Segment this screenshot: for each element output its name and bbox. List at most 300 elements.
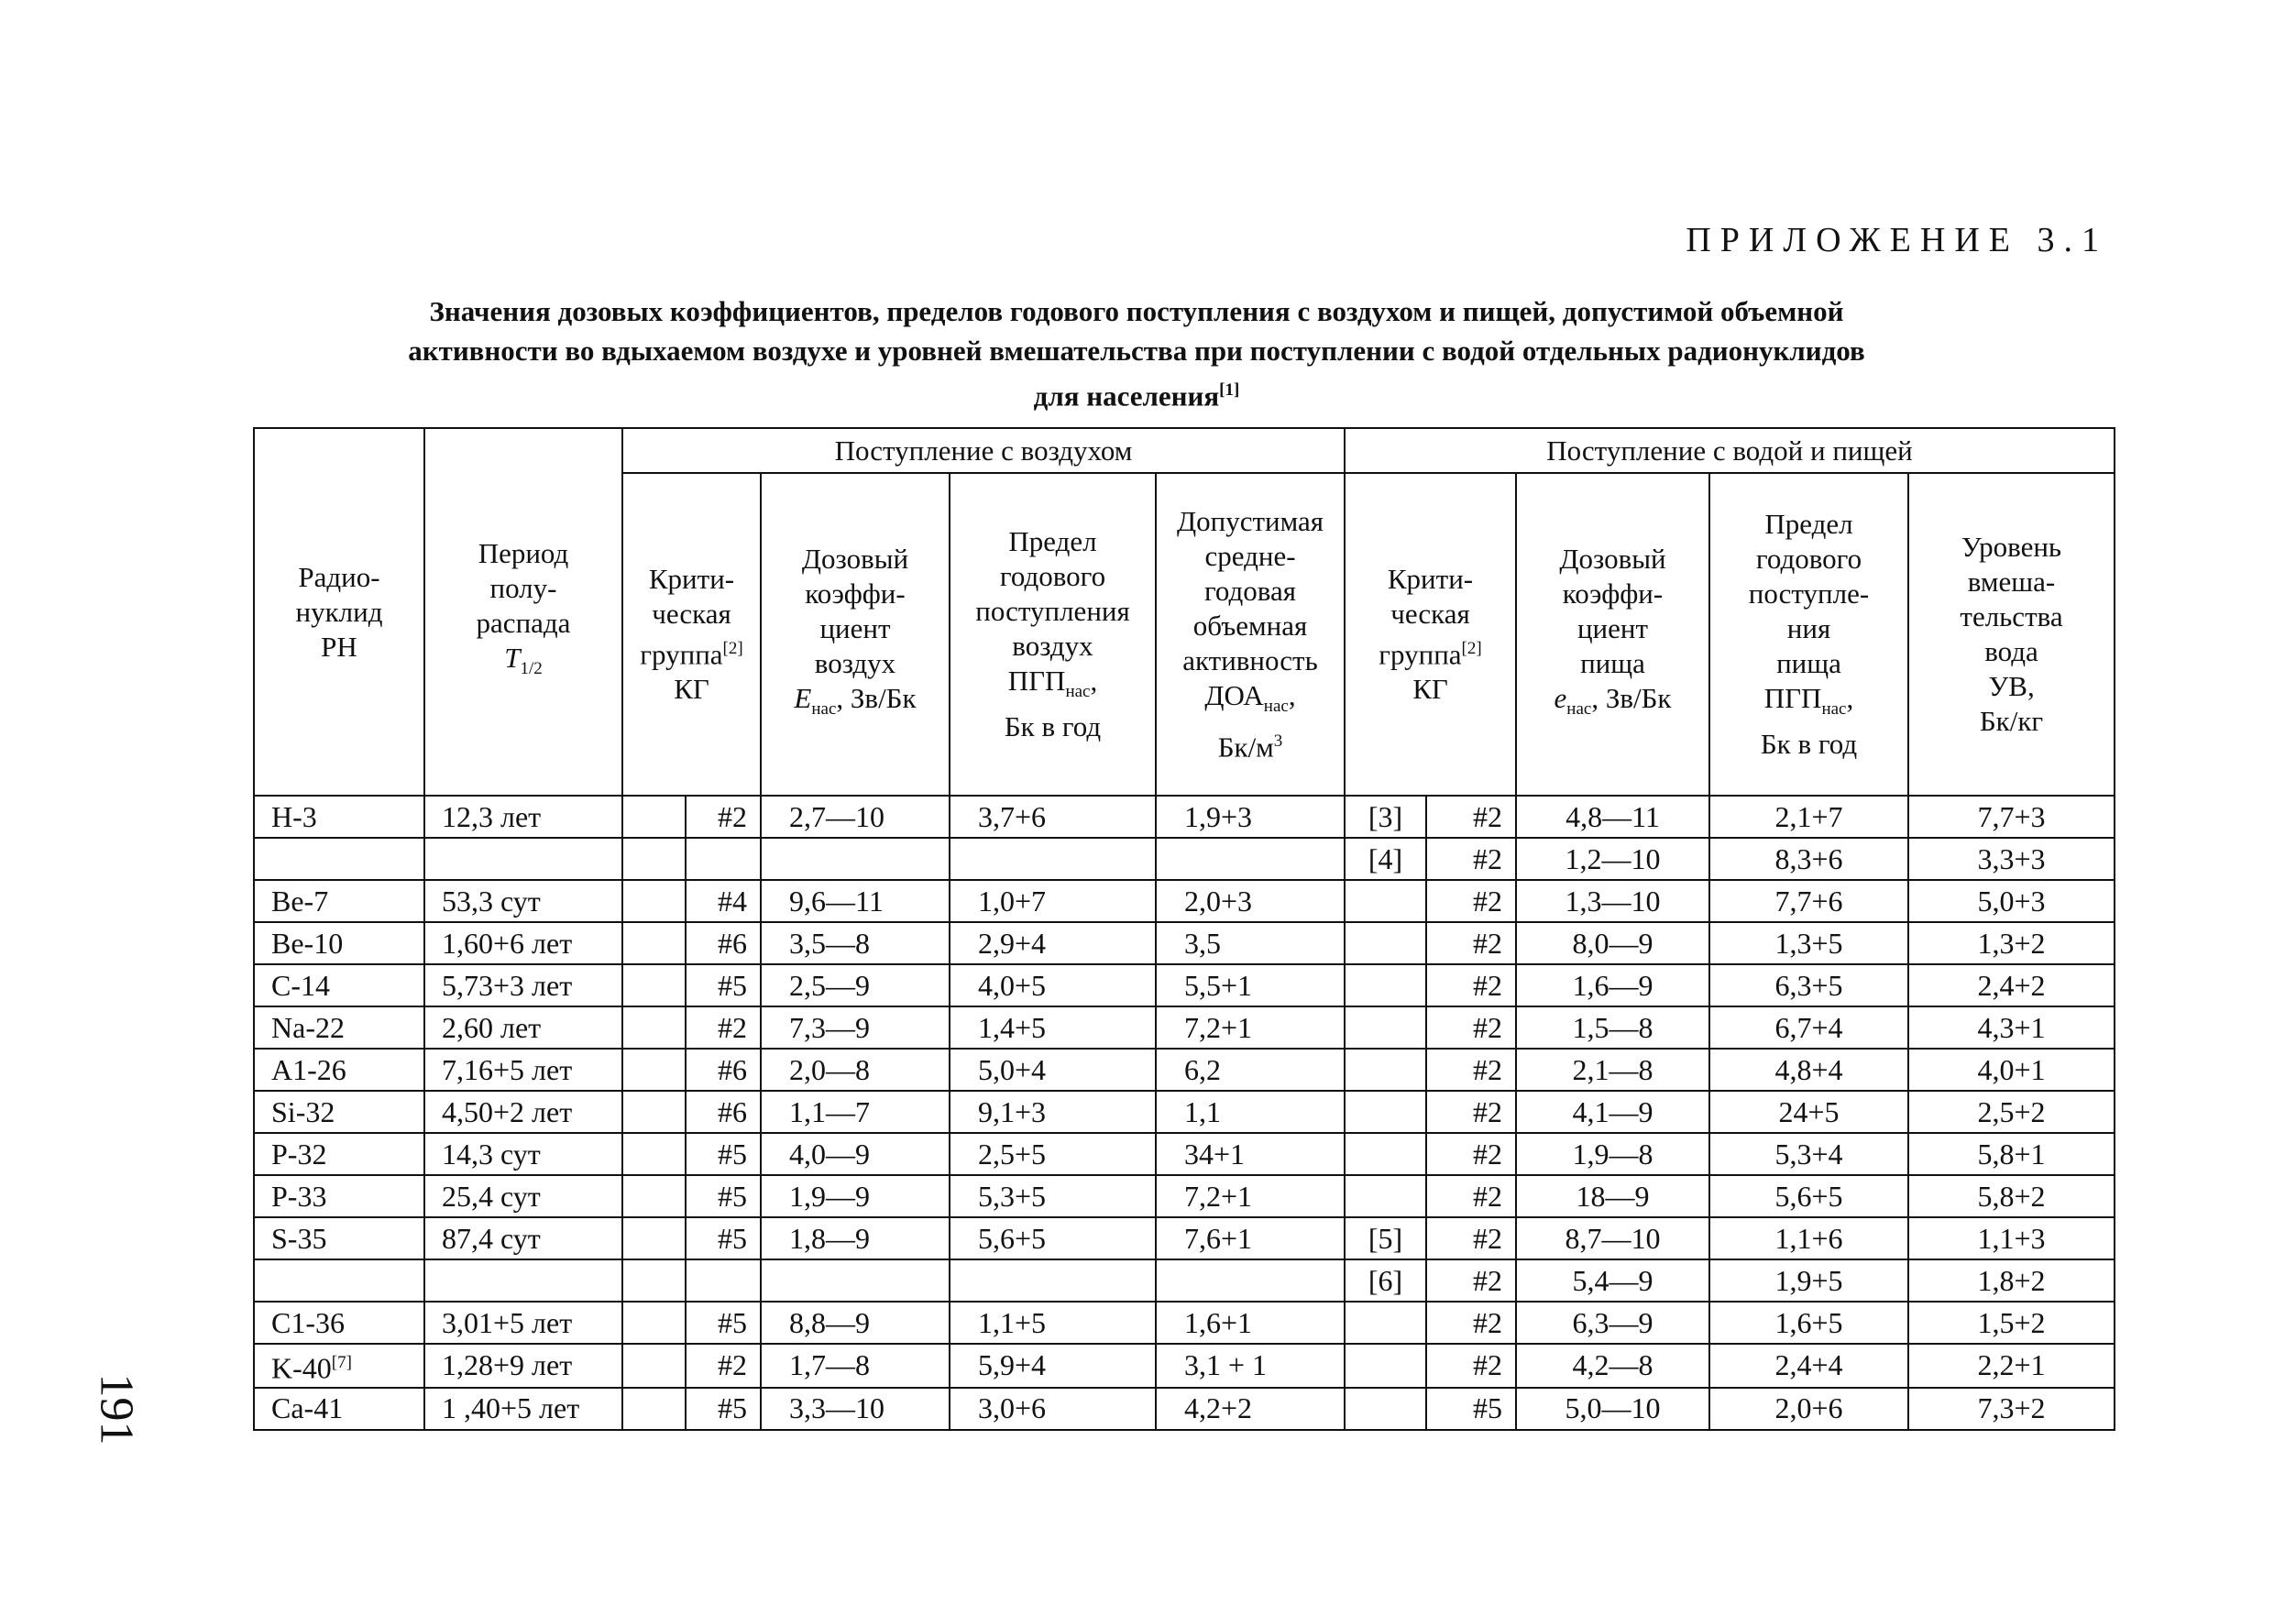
cell-nuclide: [254, 880, 424, 922]
cell-intervention-level: [1908, 1175, 2115, 1217]
cell-air-permissible-activity-text: 2,0+3: [1184, 884, 1253, 918]
cell-air-critical-group: [686, 1388, 761, 1430]
cell-air-critical-group-text: #2: [718, 1348, 747, 1382]
cell-water-dose-coefficient-text: 1,5—8: [1572, 1010, 1653, 1044]
cell-air-spacer: [622, 796, 686, 838]
cell-intervention-level-text: 2,2+1: [1977, 1348, 2046, 1382]
cell-water-critical-group-text: #5: [1473, 1391, 1502, 1425]
cell-water-critical-group: [1426, 922, 1516, 964]
cell-water-dose-coefficient-text: 1,6—9: [1572, 968, 1653, 1002]
cell-water-intake-limit: [1709, 1302, 1908, 1344]
cell-intervention-level: [1908, 796, 2115, 838]
cell-water-intake-limit: [1709, 1006, 1908, 1049]
cell-water-dose-coefficient: [1516, 922, 1709, 964]
cell-air-critical-group: [686, 880, 761, 922]
cell-water-intake-limit: [1709, 1259, 1908, 1302]
cell-air-spacer: [622, 1006, 686, 1049]
cell-air-critical-group: [686, 1175, 761, 1217]
cell-water-intake-limit-text: 6,7+4: [1774, 1010, 1843, 1044]
cell-water-intake-limit: [1709, 1388, 1908, 1430]
table-row: [254, 1259, 2115, 1302]
cell-air-intake-limit: [950, 964, 1156, 1006]
cell-reference: [1345, 964, 1426, 1006]
appendix-label: ПРИЛОЖЕНИЕ 3.1: [1686, 221, 2108, 259]
cell-air-critical-group-text: #4: [718, 884, 747, 918]
cell-reference-text: [4]: [1368, 841, 1403, 875]
cell-air-dose-coefficient-text: 7,3—9: [789, 1010, 870, 1044]
cell-air-critical-group: [686, 922, 761, 964]
cell-air-permissible-activity: [1156, 838, 1345, 880]
cell-water-critical-group: [1426, 1006, 1516, 1049]
cell-air-dose-coefficient-text: 1,1—7: [789, 1094, 870, 1128]
cell-air-critical-group-text: #5: [718, 1137, 747, 1171]
cell-half-life-text: 7,16+5 лет: [442, 1052, 573, 1086]
cell-air-intake-limit-text: 5,9+4: [978, 1348, 1047, 1382]
cell-air-critical-group: [686, 796, 761, 838]
cell-air-critical-group-text: #5: [718, 1305, 747, 1339]
cell-air-intake-limit-text: 5,0+4: [978, 1052, 1047, 1086]
cell-water-critical-group-text: #2: [1473, 968, 1502, 1002]
cell-nuclide: [254, 922, 424, 964]
cell-air-permissible-activity: [1156, 880, 1345, 922]
table-row: [254, 880, 2115, 922]
cell-water-critical-group-text: #2: [1473, 1221, 1502, 1255]
cell-air-intake-limit-text: 3,0+6: [978, 1391, 1047, 1425]
cell-intervention-level-text: 7,3+2: [1977, 1391, 2046, 1425]
cell-water-critical-group-text: #2: [1473, 799, 1502, 833]
cell-air-dose-coefficient: [761, 838, 950, 880]
cell-water-dose-coefficient-text: 4,8—11: [1565, 799, 1660, 833]
cell-water-dose-coefficient-text: 5,4—9: [1572, 1263, 1653, 1297]
cell-reference: [1345, 1344, 1426, 1388]
cell-water-intake-limit: [1709, 1091, 1908, 1133]
cell-intervention-level-text: 2,4+2: [1977, 968, 2046, 1002]
cell-water-intake-limit-text: 1,1+6: [1774, 1221, 1843, 1255]
cell-half-life-text: 14,3 сут: [442, 1137, 541, 1171]
nuclide-footnote: [7]: [331, 1353, 352, 1372]
cell-air-permissible-activity-text: 6,2: [1184, 1052, 1221, 1086]
cell-water-dose-coefficient: [1516, 1302, 1709, 1344]
cell-air-dose-coefficient: [761, 1091, 950, 1133]
cell-air-critical-group-text: #6: [718, 1094, 747, 1128]
cell-half-life-text: 1,60+6 лет: [442, 926, 573, 960]
cell-reference: [1345, 1388, 1426, 1430]
cell-air-spacer: [622, 838, 686, 880]
cell-air-permissible-activity: [1156, 1302, 1345, 1344]
cell-air-intake-limit: [950, 1302, 1156, 1344]
cell-water-dose-coefficient: [1516, 1217, 1709, 1259]
group-header-air: Поступление с воздухом: [622, 428, 1345, 473]
cell-water-dose-coefficient: [1516, 880, 1709, 922]
cell-air-critical-group: [686, 1049, 761, 1091]
cell-water-critical-group: [1426, 964, 1516, 1006]
cell-air-intake-limit: [950, 1344, 1156, 1388]
cell-water-critical-group-text: #2: [1473, 926, 1502, 960]
cell-nuclide-text: Ca-41: [271, 1391, 344, 1425]
title-line-3: [257, 370, 2016, 415]
cell-air-dose-coefficient-text: 1,7—8: [789, 1348, 870, 1382]
cell-air-dose-coefficient: [761, 1175, 950, 1217]
cell-water-dose-coefficient-text: 1,9—8: [1572, 1137, 1653, 1171]
cell-water-intake-limit: [1709, 880, 1908, 922]
table-row: [254, 1049, 2115, 1091]
cell-intervention-level: [1908, 1344, 2115, 1388]
cell-intervention-level-text: 5,8+2: [1977, 1179, 2046, 1213]
table-row: [254, 1091, 2115, 1133]
cell-air-dose-coefficient-text: 4,0—9: [789, 1137, 870, 1171]
header-air-permissible-activity: Допустимая средне- годовая объемная активность $ДОА_{нас}$, $Бк/м^3$: [1156, 473, 1345, 796]
cell-water-intake-limit: [1709, 1344, 1908, 1388]
cell-reference: [1345, 1217, 1426, 1259]
cell-water-critical-group: [1426, 1217, 1516, 1259]
cell-water-intake-limit-text: 4,8+4: [1774, 1052, 1843, 1086]
cell-water-dose-coefficient-text: 6,3—9: [1572, 1305, 1653, 1339]
header-air-dose-coefficient: Дозовый коэффи- циент воздух $E_{нас}$, Зв/Бк: [761, 473, 950, 796]
cell-reference-text: [6]: [1368, 1263, 1403, 1297]
cell-water-dose-coefficient: [1516, 1091, 1709, 1133]
cell-air-permissible-activity-text: 1,9+3: [1184, 799, 1253, 833]
cell-air-critical-group-text: #2: [718, 799, 747, 833]
cell-air-spacer: [622, 1259, 686, 1302]
cell-water-dose-coefficient: [1516, 1388, 1709, 1430]
cell-half-life-text: 87,4 сут: [442, 1221, 541, 1255]
cell-nuclide: [254, 1259, 424, 1302]
cell-water-intake-limit: [1709, 796, 1908, 838]
cell-water-intake-limit-text: 1,9+5: [1774, 1263, 1843, 1297]
cell-water-critical-group-text: #2: [1473, 1052, 1502, 1086]
cell-air-critical-group: [686, 1259, 761, 1302]
cell-air-dose-coefficient-text: 9,6—11: [789, 884, 884, 918]
cell-half-life: [424, 796, 622, 838]
cell-air-dose-coefficient-text: 3,3—10: [789, 1391, 884, 1425]
cell-water-intake-limit-text: 8,3+6: [1774, 841, 1843, 875]
cell-water-intake-limit-text: 24+5: [1778, 1094, 1840, 1128]
cell-reference-text: [3]: [1368, 799, 1403, 833]
cell-nuclide: [254, 796, 424, 838]
cell-reference: [1345, 880, 1426, 922]
cell-nuclide-text: P-32: [271, 1137, 327, 1171]
cell-air-dose-coefficient: [761, 1302, 950, 1344]
cell-air-permissible-activity: [1156, 1006, 1345, 1049]
cell-water-critical-group: [1426, 796, 1516, 838]
cell-air-intake-limit: [950, 1217, 1156, 1259]
cell-nuclide: [254, 1049, 424, 1091]
title-line-3-text: для населения: [1033, 379, 1220, 412]
cell-air-dose-coefficient-text: 2,7—10: [789, 799, 884, 833]
cell-water-critical-group: [1426, 1049, 1516, 1091]
cell-water-intake-limit: [1709, 1217, 1908, 1259]
cell-air-intake-limit: [950, 880, 1156, 922]
cell-water-critical-group-text: #2: [1473, 1263, 1502, 1297]
cell-air-critical-group: [686, 1133, 761, 1175]
cell-intervention-level-text: 4,3+1: [1977, 1010, 2046, 1044]
cell-intervention-level: [1908, 964, 2115, 1006]
cell-water-critical-group: [1426, 1259, 1516, 1302]
cell-air-permissible-activity: [1156, 1259, 1345, 1302]
cell-nuclide: [254, 838, 424, 880]
cell-air-intake-limit-text: 2,9+4: [978, 926, 1047, 960]
cell-nuclide: [254, 1175, 424, 1217]
cell-water-intake-limit: [1709, 1175, 1908, 1217]
cell-water-intake-limit-text: 6,3+5: [1774, 968, 1843, 1002]
cell-nuclide: [254, 964, 424, 1006]
cell-water-dose-coefficient: [1516, 796, 1709, 838]
cell-air-intake-limit-text: 4,0+5: [978, 968, 1047, 1002]
cell-intervention-level-text: 3,3+3: [1977, 841, 2046, 875]
cell-air-dose-coefficient-text: 1,9—9: [789, 1179, 870, 1213]
cell-air-dose-coefficient-text: 1,8—9: [789, 1221, 870, 1255]
cell-nuclide: [254, 1006, 424, 1049]
cell-air-dose-coefficient: [761, 1006, 950, 1049]
cell-air-spacer: [622, 880, 686, 922]
cell-intervention-level: [1908, 1049, 2115, 1091]
cell-water-critical-group: [1426, 1175, 1516, 1217]
cell-intervention-level: [1908, 880, 2115, 922]
cell-air-permissible-activity-text: 5,5+1: [1184, 968, 1253, 1002]
table-row: [254, 1344, 2115, 1388]
cell-nuclide: [254, 1091, 424, 1133]
cell-half-life-text: 5,73+3 лет: [442, 968, 573, 1002]
cell-air-dose-coefficient: [761, 1217, 950, 1259]
cell-air-critical-group-text: #5: [718, 1179, 747, 1213]
cell-air-intake-limit-text: 1,1+5: [978, 1305, 1047, 1339]
cell-intervention-level: [1908, 1091, 2115, 1133]
cell-water-intake-limit-text: 5,3+4: [1774, 1137, 1843, 1171]
cell-air-spacer: [622, 1388, 686, 1430]
cell-nuclide-text: Si-32: [271, 1094, 335, 1128]
cell-air-critical-group: [686, 1302, 761, 1344]
cell-air-permissible-activity: [1156, 1175, 1345, 1217]
table-row: [254, 922, 2115, 964]
cell-reference: [1345, 1302, 1426, 1344]
cell-intervention-level-text: 1,8+2: [1977, 1263, 2046, 1297]
cell-half-life: [424, 1302, 622, 1344]
title-line-1: Значения дозовых коэффициентов, пределов годового поступления с воздухом и пищей, допустимой объемной: [429, 295, 1844, 327]
cell-half-life: [424, 1388, 622, 1430]
cell-half-life: [424, 838, 622, 880]
cell-water-intake-limit-text: 1,3+5: [1774, 926, 1843, 960]
cell-reference: [1345, 838, 1426, 880]
cell-intervention-level: [1908, 922, 2115, 964]
cell-nuclide-text: Be-7: [271, 884, 329, 918]
cell-air-permissible-activity-text: 7,2+1: [1184, 1010, 1253, 1044]
cell-water-dose-coefficient-text: 4,1—9: [1572, 1094, 1653, 1128]
table-body: [254, 796, 2115, 1430]
cell-water-intake-limit: [1709, 922, 1908, 964]
cell-nuclide: [254, 1388, 424, 1430]
cell-air-intake-limit: [950, 1259, 1156, 1302]
cell-air-permissible-activity-text: 1,1: [1184, 1094, 1221, 1128]
cell-water-dose-coefficient: [1516, 964, 1709, 1006]
table-row: [254, 1302, 2115, 1344]
cell-water-intake-limit: [1709, 1133, 1908, 1175]
cell-air-permissible-activity-text: 34+1: [1184, 1137, 1246, 1171]
cell-air-intake-limit-text: 5,3+5: [978, 1179, 1047, 1213]
cell-air-dose-coefficient: [761, 796, 950, 838]
cell-air-permissible-activity: [1156, 1049, 1345, 1091]
cell-water-critical-group-text: #2: [1473, 1094, 1502, 1128]
cell-nuclide: [254, 1302, 424, 1344]
cell-water-dose-coefficient-text: 1,3—10: [1565, 884, 1661, 918]
cell-air-spacer: [622, 1217, 686, 1259]
cell-air-dose-coefficient: [761, 922, 950, 964]
cell-air-permissible-activity-text: 3,5: [1184, 926, 1221, 960]
cell-air-critical-group: [686, 1217, 761, 1259]
cell-nuclide: [254, 1217, 424, 1259]
cell-reference: [1345, 1091, 1426, 1133]
cell-air-critical-group: [686, 1091, 761, 1133]
header-water-dose-coefficient: Дозовый коэффи- циент пища $e_{нас}$, Зв/Бк: [1516, 473, 1709, 796]
cell-water-critical-group: [1426, 880, 1516, 922]
cell-water-critical-group-text: #2: [1473, 1348, 1502, 1382]
cell-air-spacer: [622, 922, 686, 964]
table-row: [254, 838, 2115, 880]
cell-air-permissible-activity-text: 7,6+1: [1184, 1221, 1253, 1255]
cell-air-permissible-activity: [1156, 796, 1345, 838]
cell-water-critical-group-text: #2: [1473, 1305, 1502, 1339]
table-row: [254, 1217, 2115, 1259]
cell-water-critical-group: [1426, 838, 1516, 880]
cell-air-intake-limit-text: 9,1+3: [978, 1094, 1047, 1128]
cell-air-dose-coefficient-text: 8,8—9: [789, 1305, 870, 1339]
cell-reference: [1345, 1049, 1426, 1091]
cell-water-critical-group: [1426, 1388, 1516, 1430]
cell-air-permissible-activity: [1156, 964, 1345, 1006]
cell-intervention-level: [1908, 838, 2115, 880]
cell-water-dose-coefficient: [1516, 1259, 1709, 1302]
cell-reference: [1345, 1133, 1426, 1175]
cell-nuclide-text: Н-3: [271, 799, 317, 833]
cell-intervention-level-text: 2,5+2: [1977, 1094, 2046, 1128]
cell-air-spacer: [622, 1133, 686, 1175]
cell-air-critical-group: [686, 838, 761, 880]
cell-air-permissible-activity: [1156, 1388, 1345, 1430]
cell-intervention-level-text: 5,8+1: [1977, 1137, 2046, 1171]
cell-water-critical-group: [1426, 1091, 1516, 1133]
header-water-critical-group: Крити- ческая группа[2] КГ: [1345, 473, 1516, 796]
cell-air-dose-coefficient: [761, 1049, 950, 1091]
cell-air-critical-group-text: #5: [718, 1391, 747, 1425]
cell-water-dose-coefficient-text: 1,2—10: [1565, 841, 1661, 875]
cell-reference: [1345, 796, 1426, 838]
cell-half-life: [424, 1133, 622, 1175]
cell-air-critical-group-text: #6: [718, 926, 747, 960]
cell-water-dose-coefficient: [1516, 1006, 1709, 1049]
cell-half-life: [424, 1175, 622, 1217]
cell-half-life: [424, 1217, 622, 1259]
cell-intervention-level-text: 7,7+3: [1977, 799, 2046, 833]
cell-air-spacer: [622, 1091, 686, 1133]
cell-water-critical-group: [1426, 1344, 1516, 1388]
cell-air-dose-coefficient: [761, 1344, 950, 1388]
cell-air-permissible-activity: [1156, 1217, 1345, 1259]
cell-water-intake-limit-text: 7,7+6: [1774, 884, 1843, 918]
cell-water-dose-coefficient: [1516, 1175, 1709, 1217]
cell-air-intake-limit: [950, 1049, 1156, 1091]
cell-intervention-level: [1908, 1133, 2115, 1175]
cell-water-critical-group-text: #2: [1473, 1179, 1502, 1213]
cell-nuclide: [254, 1133, 424, 1175]
cell-half-life-text: 53,3 сут: [442, 884, 541, 918]
cell-air-intake-limit: [950, 1006, 1156, 1049]
cell-air-critical-group-text: #5: [718, 1221, 747, 1255]
cell-air-dose-coefficient: [761, 1133, 950, 1175]
cell-water-critical-group: [1426, 1133, 1516, 1175]
cell-water-intake-limit-text: 5,6+5: [1774, 1179, 1843, 1213]
cell-air-intake-limit-text: 3,7+6: [978, 799, 1047, 833]
header-water-intake-limit: Предел годового поступле- ния пища $ПГП_{нас}$, Бк в год: [1709, 473, 1908, 796]
cell-air-permissible-activity-text: 1,6+1: [1184, 1305, 1253, 1339]
cell-half-life: [424, 922, 622, 964]
cell-nuclide-text: C1-36: [271, 1305, 345, 1339]
cell-air-intake-limit: [950, 838, 1156, 880]
cell-air-intake-limit-text: 1,4+5: [978, 1010, 1047, 1044]
header-half-life: Период полу- распада $T_{1/2}$: [424, 428, 622, 796]
title-footnote: [1]: [1219, 380, 1240, 400]
cell-air-permissible-activity: [1156, 922, 1345, 964]
table-row: [254, 1175, 2115, 1217]
cell-nuclide-text: S-35: [271, 1221, 327, 1255]
cell-half-life: [424, 1006, 622, 1049]
cell-nuclide-text: A1-26: [271, 1052, 346, 1086]
cell-water-critical-group-text: #2: [1473, 1137, 1502, 1171]
cell-intervention-level: [1908, 1388, 2115, 1430]
cell-water-intake-limit-text: 2,1+7: [1774, 799, 1843, 833]
cell-reference: [1345, 922, 1426, 964]
cell-air-critical-group: [686, 1006, 761, 1049]
cell-water-dose-coefficient: [1516, 1133, 1709, 1175]
cell-air-critical-group-text: #5: [718, 968, 747, 1002]
cell-half-life: [424, 964, 622, 1006]
cell-water-intake-limit-text: 1,6+5: [1774, 1305, 1843, 1339]
cell-air-intake-limit-text: 1,0+7: [978, 884, 1047, 918]
cell-intervention-level-text: 4,0+1: [1977, 1052, 2046, 1086]
cell-water-intake-limit: [1709, 1049, 1908, 1091]
cell-half-life: [424, 1344, 622, 1388]
table-row: [254, 796, 2115, 838]
cell-water-critical-group-text: #2: [1473, 884, 1502, 918]
cell-intervention-level-text: 5,0+3: [1977, 884, 2046, 918]
cell-air-spacer: [622, 1302, 686, 1344]
cell-air-dose-coefficient: [761, 880, 950, 922]
cell-nuclide-text: C-14: [271, 968, 330, 1002]
cell-half-life-text: 25,4 сут: [442, 1179, 541, 1213]
cell-air-intake-limit-text: 2,5+5: [978, 1137, 1047, 1171]
cell-air-intake-limit-text: 5,6+5: [978, 1221, 1047, 1255]
cell-nuclide: [254, 1344, 424, 1388]
cell-air-spacer: [622, 1344, 686, 1388]
cell-water-dose-coefficient: [1516, 838, 1709, 880]
cell-air-critical-group: [686, 964, 761, 1006]
cell-water-critical-group: [1426, 1302, 1516, 1344]
cell-water-critical-group-text: #2: [1473, 1010, 1502, 1044]
cell-water-dose-coefficient: [1516, 1344, 1709, 1388]
cell-water-dose-coefficient-text: 5,0—10: [1565, 1391, 1661, 1425]
cell-air-spacer: [622, 1175, 686, 1217]
cell-air-permissible-activity: [1156, 1091, 1345, 1133]
cell-air-permissible-activity-text: 7,2+1: [1184, 1179, 1253, 1213]
cell-air-spacer: [622, 964, 686, 1006]
table-row: [254, 1388, 2115, 1430]
cell-intervention-level: [1908, 1217, 2115, 1259]
page-title: [257, 291, 2016, 415]
cell-nuclide-text: Be-10: [271, 926, 344, 960]
cell-intervention-level-text: 1,5+2: [1977, 1305, 2046, 1339]
cell-air-intake-limit: [950, 1388, 1156, 1430]
cell-water-dose-coefficient-text: 18—9: [1576, 1179, 1650, 1213]
cell-reference: [1345, 1006, 1426, 1049]
cell-air-spacer: [622, 1049, 686, 1091]
